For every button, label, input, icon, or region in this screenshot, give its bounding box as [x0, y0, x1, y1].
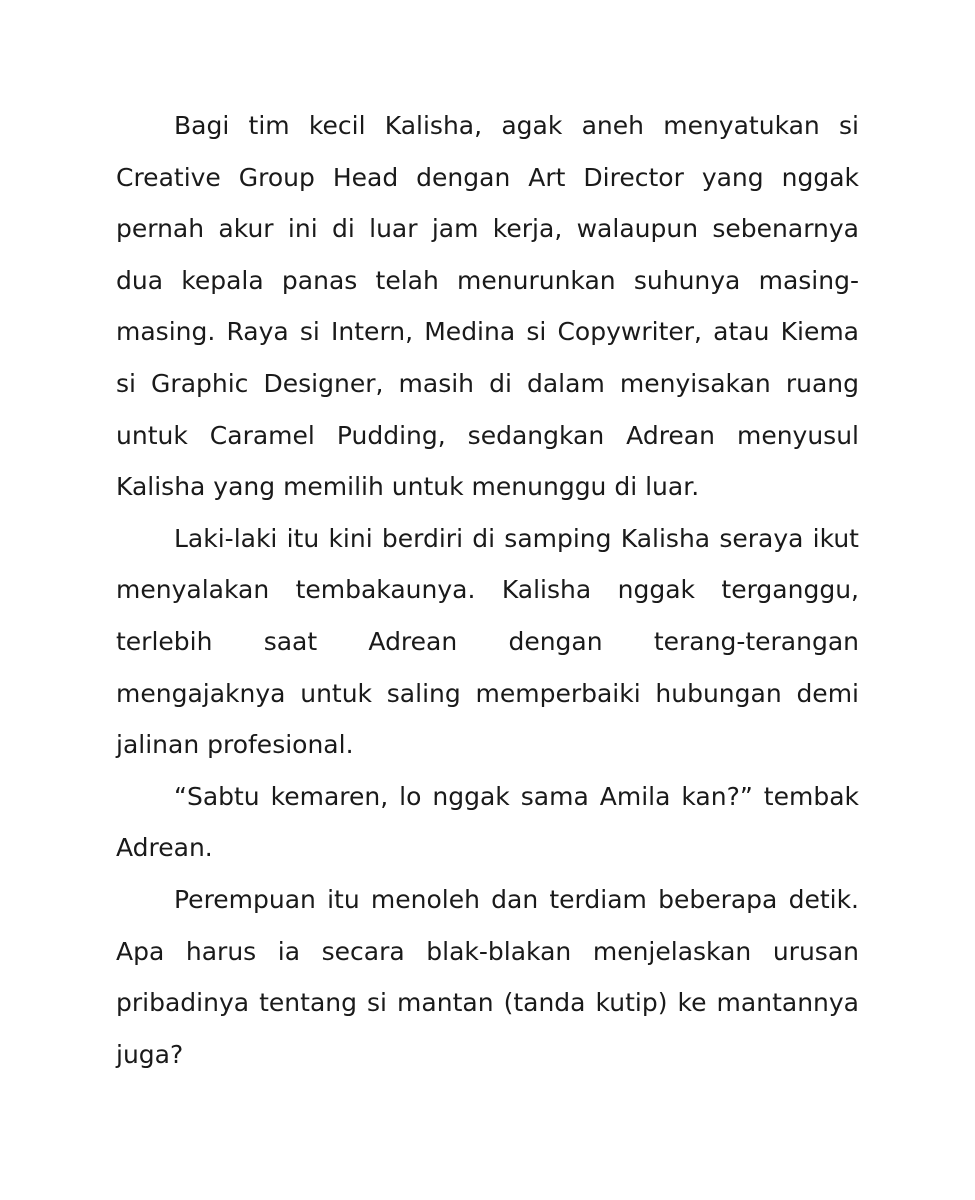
paragraph-3: “Sabtu kemaren, lo nggak sama Amila kan?” tembak Adrean. [116, 781, 859, 863]
paragraph-2: Laki-laki itu kini berdiri di samping Kalisha seraya ikut menyalakan tembakaunya. Kalisha nggak terganggu, terlebih saat Adrean dengan terang-terangan mengajaknya untuk saling memperbaiki hubungan demi jalinan profesional. [116, 523, 859, 760]
paragraph-4: Perempuan itu menoleh dan terdiam beberapa detik. Apa harus ia secara blak-blakan menjelaskan urusan pribadinya tentang si mantan (tanda kutip) ke mantannya juga? [116, 884, 859, 1069]
document-page [116, 100, 859, 1080]
paragraph-1: Bagi tim kecil Kalisha, agak aneh menyatukan si Creative Group Head dengan Art Director yang nggak pernah akur ini di luar jam kerja, walaupun sebenarnya dua kepala panas telah menurunkan suhunya masing-masing. Raya si Intern, Medina si Copywriter, atau Kiema si Graphic Designer, masih di dalam menyisakan ruang untuk Caramel Pudding, sedangkan Adrean menyusul Kalisha yang memilih untuk menunggu di luar. [116, 111, 859, 502]
